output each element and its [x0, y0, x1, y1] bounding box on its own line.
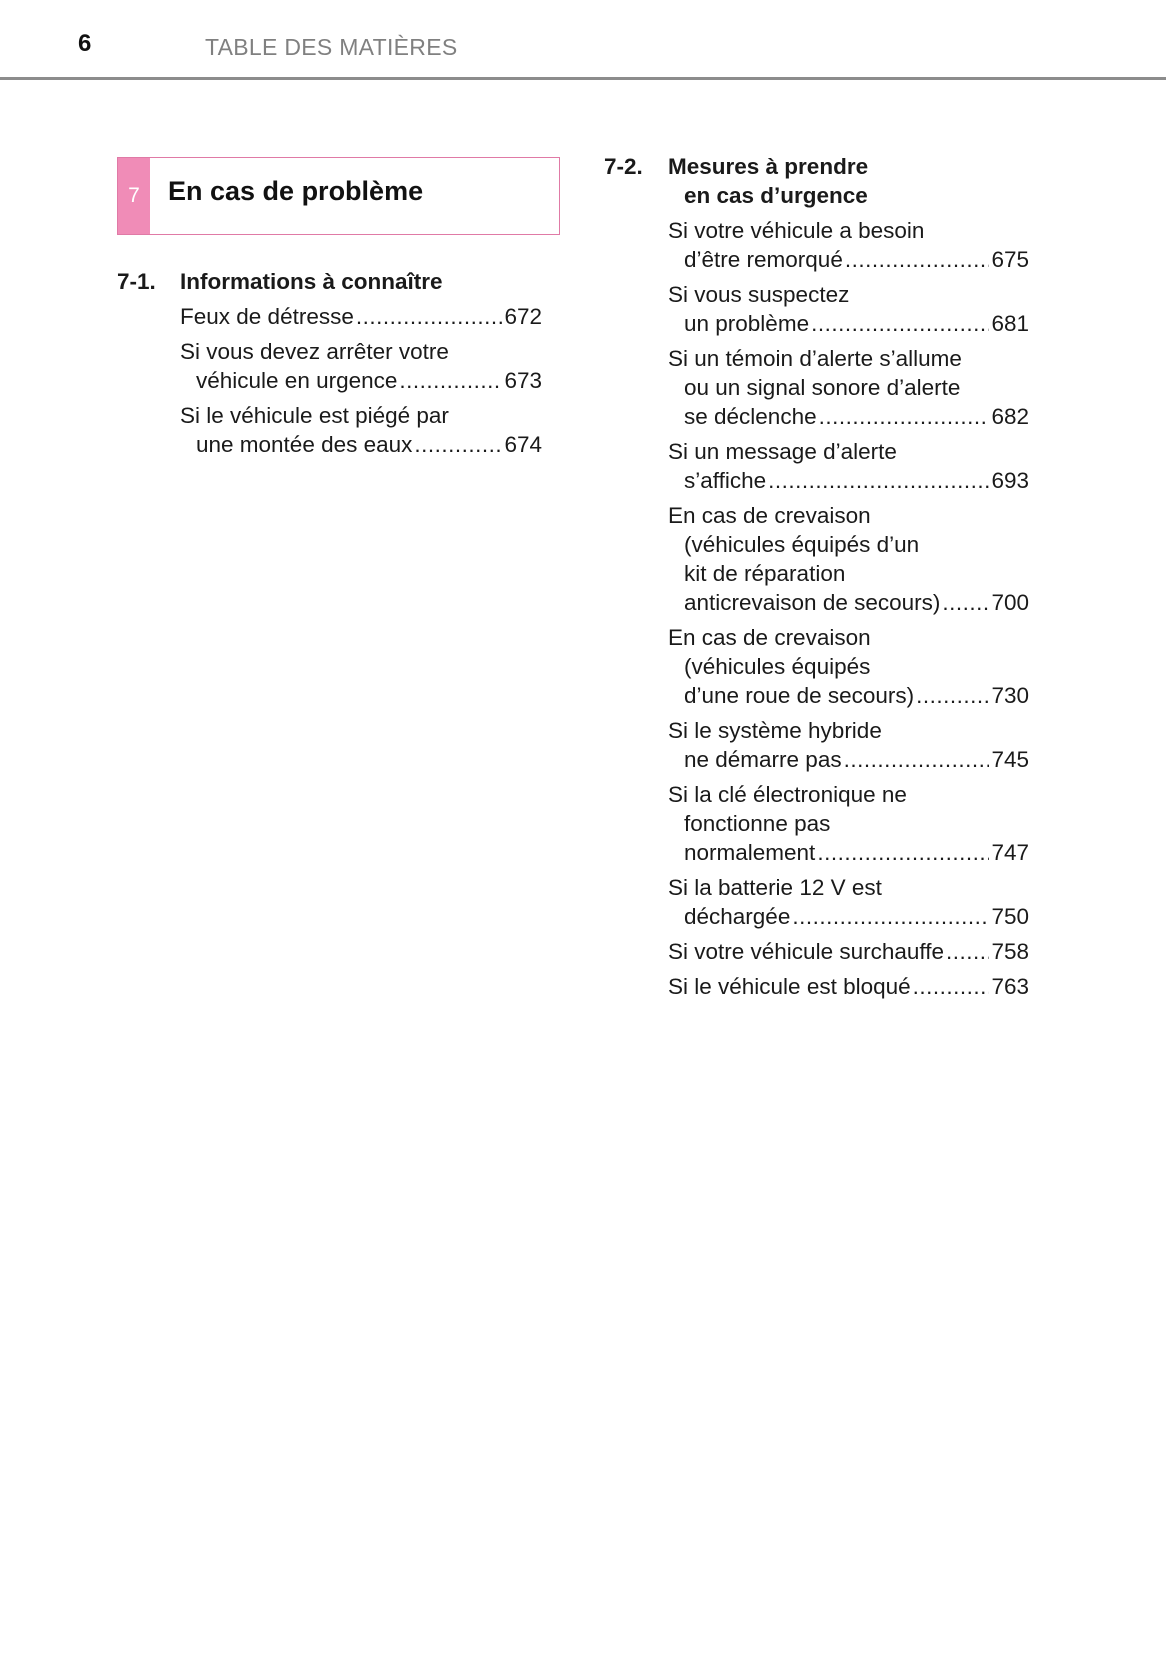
section-heading — [604, 152, 1029, 210]
header-rule — [0, 77, 1166, 80]
chapter-box — [117, 157, 560, 235]
entry-text: Si un témoin d’alerte s’allume — [668, 346, 962, 371]
dot-leader — [946, 937, 989, 966]
entry-text: s’affiche — [684, 468, 767, 493]
entry-page: 700 — [991, 590, 1029, 615]
toc-entry[interactable] — [180, 401, 542, 459]
toc-entry[interactable] — [668, 344, 1029, 431]
entry-text: Si le véhicule est piégé par — [180, 403, 449, 428]
entry-page: 745 — [991, 747, 1029, 772]
entry-page: 730 — [991, 683, 1029, 708]
toc-entry[interactable] — [180, 302, 542, 331]
header-title: TABLE DES MATIÈRES — [205, 34, 458, 60]
entry-text: Feux de détresse — [180, 304, 354, 329]
entry-text: (véhicules équipés — [684, 654, 871, 679]
entry-page: 750 — [991, 904, 1029, 929]
entry-text: Si le véhicule est bloqué — [668, 974, 911, 999]
entry-text: Si vous devez arrêter votre — [180, 339, 449, 364]
section-title-line: en cas d’urgence — [684, 183, 868, 208]
entry-text: fonctionne pas — [684, 811, 831, 836]
entry-text: se déclenche — [684, 404, 817, 429]
section-number: 7-2. — [604, 154, 643, 179]
toc-entry[interactable] — [668, 972, 1029, 1001]
toc-entry[interactable] — [668, 216, 1029, 274]
entry-text: Si votre véhicule surchauffe — [668, 939, 944, 964]
entry-text: ne démarre pas — [684, 747, 842, 772]
toc-entry[interactable] — [668, 780, 1029, 867]
entry-text: En cas de crevaison — [668, 625, 871, 650]
dot-leader — [819, 402, 990, 431]
dot-leader — [356, 302, 503, 331]
entry-page: 681 — [991, 311, 1029, 336]
toc-entry[interactable] — [180, 337, 542, 395]
entry-page: 673 — [504, 368, 542, 393]
dot-leader — [942, 588, 989, 617]
entry-text: Si vous suspectez — [668, 282, 850, 307]
entry-text: Si votre véhicule a besoin — [668, 218, 925, 243]
entry-text: une montée des eaux — [196, 432, 413, 457]
entry-text: En cas de crevaison — [668, 503, 871, 528]
dot-leader — [414, 430, 502, 459]
toc-entry[interactable] — [668, 280, 1029, 338]
entry-text: Si la clé électronique ne — [668, 782, 907, 807]
entry-text: anticrevaison de secours) — [684, 590, 941, 615]
toc-entry[interactable] — [668, 437, 1029, 495]
dot-leader — [811, 309, 989, 338]
page-number: 6 — [78, 30, 92, 57]
section-heading — [117, 267, 542, 296]
entry-page: 675 — [991, 247, 1029, 272]
entry-text: Si le système hybride — [668, 718, 882, 743]
entry-text: Si un message d’alerte — [668, 439, 897, 464]
entry-text: d’être remorqué — [684, 247, 843, 272]
section-7-2 — [604, 152, 1029, 1001]
dot-leader — [916, 681, 989, 710]
dot-leader — [913, 972, 990, 1001]
entry-text: Si la batterie 12 V est — [668, 875, 882, 900]
dot-leader — [399, 366, 502, 395]
dot-leader — [768, 466, 989, 495]
entry-text: d’une roue de secours) — [684, 683, 915, 708]
toc-entry[interactable] — [668, 873, 1029, 931]
section-7-1 — [117, 267, 542, 459]
dot-leader — [792, 902, 989, 931]
entry-text: un problème — [684, 311, 810, 336]
section-number: 7-1. — [117, 269, 156, 294]
entry-text: véhicule en urgence — [196, 368, 398, 393]
dot-leader — [845, 245, 990, 274]
entry-page: 672 — [504, 304, 542, 329]
section-title-line: Mesures à prendre — [668, 154, 869, 179]
dot-leader — [844, 745, 990, 774]
chapter-number-tab: 7 — [118, 158, 150, 234]
entry-text: normalement — [684, 840, 816, 865]
entry-text: déchargée — [684, 904, 791, 929]
toc-entry[interactable] — [668, 623, 1029, 710]
entry-page: 747 — [991, 840, 1029, 865]
entry-text: ou un signal sonore d’alerte — [684, 375, 961, 400]
entry-text: (véhicules équipés d’un — [684, 532, 920, 557]
entry-page: 693 — [991, 468, 1029, 493]
toc-entry[interactable] — [668, 937, 1029, 966]
entry-page: 758 — [991, 939, 1029, 964]
entry-page: 674 — [504, 432, 542, 457]
toc-entry[interactable] — [668, 501, 1029, 617]
entry-page: 763 — [991, 974, 1029, 999]
entry-text: kit de réparation — [684, 561, 846, 586]
entry-page: 682 — [991, 404, 1029, 429]
section-title: Informations à connaître — [180, 269, 443, 294]
chapter-title: En cas de problème — [168, 176, 424, 206]
toc-entry[interactable] — [668, 716, 1029, 774]
dot-leader — [817, 838, 989, 867]
